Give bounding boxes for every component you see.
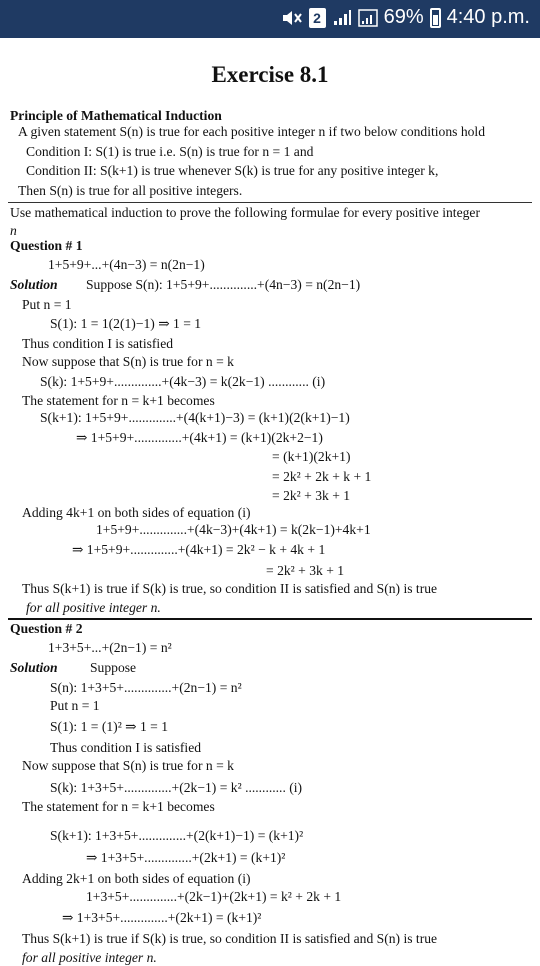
q1-thus: Thus S(k+1) is true if S(k) is true, so condition II is satisfied and S(n) is true: [22, 581, 438, 596]
q2-thus: Thus S(k+1) is true if S(k) is true, so condition II is satisfied and S(n) is true: [22, 931, 438, 946]
q2-suppose: Suppose: [90, 660, 137, 675]
battery-percent: 69%: [383, 6, 424, 28]
q2-s1: S(1): 1 = (1)² ⇒ 1 = 1: [50, 719, 169, 734]
q1-step-4: = 2k² + 3k + 1: [272, 488, 351, 503]
q1-add-3: = 2k² + 3k + 1: [266, 563, 345, 578]
question-1-statement: 1+5+9+...+(4n−3) = n(2n−1): [48, 257, 205, 272]
q2-statement-k1: The statement for n = k+1 becomes: [22, 799, 215, 814]
page-title: Exercise 8.1: [211, 62, 329, 87]
q1-add-2: ⇒ 1+5+9+..............+(4k+1) = 2k² − k + 4k + 1: [72, 542, 326, 557]
q1-step-2: = (k+1)(2k+1): [272, 449, 351, 464]
q1-adding: Adding 4k+1 on both sides of equation (i): [22, 505, 251, 520]
q2-step-1: ⇒ 1+3+5+..............+(2k+1) = (k+1)²: [86, 850, 286, 865]
signal-icon: [332, 9, 352, 27]
q1-put-n: Put n = 1: [22, 297, 72, 312]
q1-sk: S(k): 1+5+9+..............+(4k−3) = k(2k−1) ............ (i): [40, 374, 326, 389]
q1-now-suppose: Now suppose that S(n) is true for n = k: [22, 354, 234, 369]
q1-s1: S(1): 1 = 1(2(1)−1) ⇒ 1 = 1: [50, 316, 202, 331]
q2-add-1: 1+3+5+..............+(2k−1)+(2k+1) = k² + 2k + 1: [86, 889, 342, 904]
q2-condition-1: Thus condition I is satisfied: [50, 740, 202, 755]
q1-thus-2: for all positive integer n.: [26, 600, 161, 615]
q2-thus-2: for all positive integer n.: [22, 950, 157, 965]
question-2-heading: Question # 2: [10, 621, 83, 636]
q2-sk: S(k): 1+3+5+..............+(2k−1) = k² ............ (i): [50, 780, 303, 795]
document: [0, 38, 540, 965]
q1-step-1: ⇒ 1+5+9+..............+(4k+1) = (k+1)(2k+2−1): [76, 430, 323, 445]
principle-text: A given statement S(n) is true for each positive integer n if two below conditions hold: [18, 124, 485, 139]
q2-adding: Adding 2k+1 on both sides of equation (i): [22, 871, 251, 886]
clock: 4:40 p.m.: [446, 6, 530, 28]
status-icons: [281, 6, 530, 29]
q2-sn: S(n): 1+3+5+..............+(2n−1) = n²: [50, 680, 242, 695]
principle-conclusion: Then S(n) is true for all positive integers.: [18, 183, 243, 198]
q1-add-1: 1+5+9+..............+(4k−3)+(4k+1) = k(2k−1)+4k+1: [96, 522, 371, 537]
mute-icon: [281, 9, 303, 27]
q2-now-suppose: Now suppose that S(n) is true for n = k: [22, 758, 234, 773]
battery-icon: [430, 8, 441, 28]
q1-condition-1: Thus condition I is satisfied: [22, 336, 174, 351]
status-bar: [0, 0, 540, 38]
q2-put-n: Put n = 1: [50, 698, 100, 713]
q2-sk1: S(k+1): 1+3+5+..............+(2(k+1)−1) = (k+1)²: [50, 828, 304, 843]
q1-step-3: = 2k² + 2k + k + 1: [272, 469, 372, 484]
q2-add-2: ⇒ 1+3+5+..............+(2k+1) = (k+1)²: [62, 910, 262, 925]
q1-statement-k1: The statement for n = k+1 becomes: [22, 393, 215, 408]
section-divider: [8, 618, 532, 620]
divider: [8, 202, 532, 203]
instruction-variable: n: [10, 223, 17, 238]
q1-sk1: S(k+1): 1+5+9+..............+(4(k+1)−3) = (k+1)(2(k+1)−1): [40, 410, 350, 425]
q1-suppose: Suppose S(n): 1+5+9+..............+(4n−3) = n(2n−1): [86, 277, 361, 292]
condition-2: Condition II: S(k+1) is true whenever S(k) is true for any positive integer k,: [26, 163, 439, 178]
condition-1: Condition I: S(1) is true i.e. S(n) is true for n = 1 and: [26, 144, 314, 159]
question-2-statement: 1+3+5+...+(2n−1) = n²: [48, 640, 172, 655]
solution-label: Solution: [10, 277, 58, 292]
question-1-heading: Question # 1: [10, 238, 83, 253]
principle-heading: Principle of Mathematical Induction: [10, 108, 222, 123]
sim-2-icon: 2: [309, 8, 326, 28]
signal-icon-2: [358, 9, 378, 27]
instruction: Use mathematical induction to prove the following formulae for every positive integer: [10, 205, 480, 220]
solution-label-2: Solution: [10, 660, 58, 675]
